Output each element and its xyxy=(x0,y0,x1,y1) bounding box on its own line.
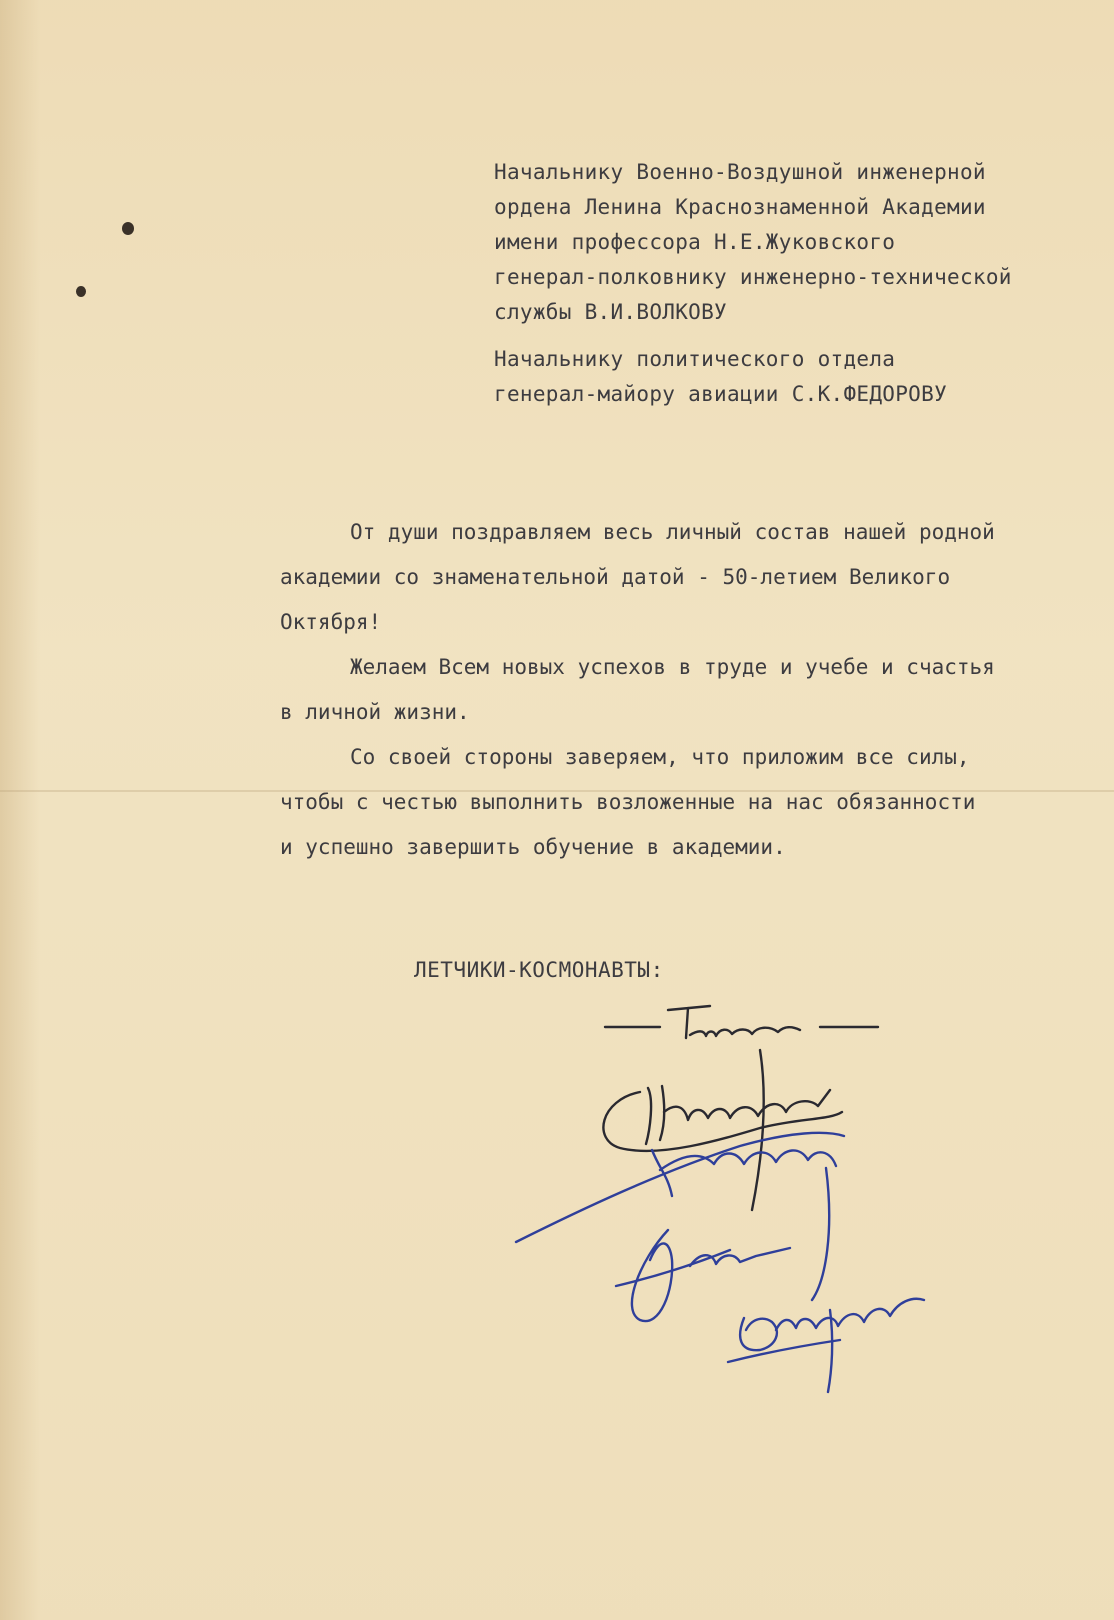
addressee-line: генерал-полковнику инженерно-технической xyxy=(494,265,1012,289)
addressee-line: ордена Ленина Краснознаменной Академии xyxy=(494,195,986,219)
signature-5 xyxy=(728,1299,924,1392)
signature-2 xyxy=(603,1050,842,1210)
addressee-line: имени профессора Н.Е.Жуковского xyxy=(494,230,896,254)
signature-1 xyxy=(605,1006,878,1038)
addressee-line: Начальнику Военно-Воздушной инженерной xyxy=(494,160,986,184)
body-line: и успешно завершить обучение в академии. xyxy=(280,835,786,859)
addressee-line: генерал-майору авиации С.К.ФЕДОРОВУ xyxy=(494,382,948,406)
addressee-line: службы В.И.ВОЛКОВУ xyxy=(494,300,727,324)
body-line: От души поздравляем весь личный состав нашей родной xyxy=(350,520,995,544)
signature-3 xyxy=(516,1133,844,1300)
body-line: чтобы с честью выполнить возложенные на нас обязанности xyxy=(280,790,976,814)
body-line: Октября! xyxy=(280,610,382,634)
body-line: Со своей стороны заверяем, что приложим все силы, xyxy=(350,745,970,769)
addressee-line: Начальнику политического отдела xyxy=(494,347,896,371)
body-line: в личной жизни. xyxy=(280,700,470,724)
signers-label: ЛЕТЧИКИ-КОСМОНАВТЫ: xyxy=(414,958,664,982)
body-line: академии со знаменательной датой - 50-летием Великого xyxy=(280,565,951,589)
signature-4 xyxy=(616,1230,790,1321)
body-line: Желаем Всем новых успехов в труде и учебе и счастья xyxy=(350,655,995,679)
